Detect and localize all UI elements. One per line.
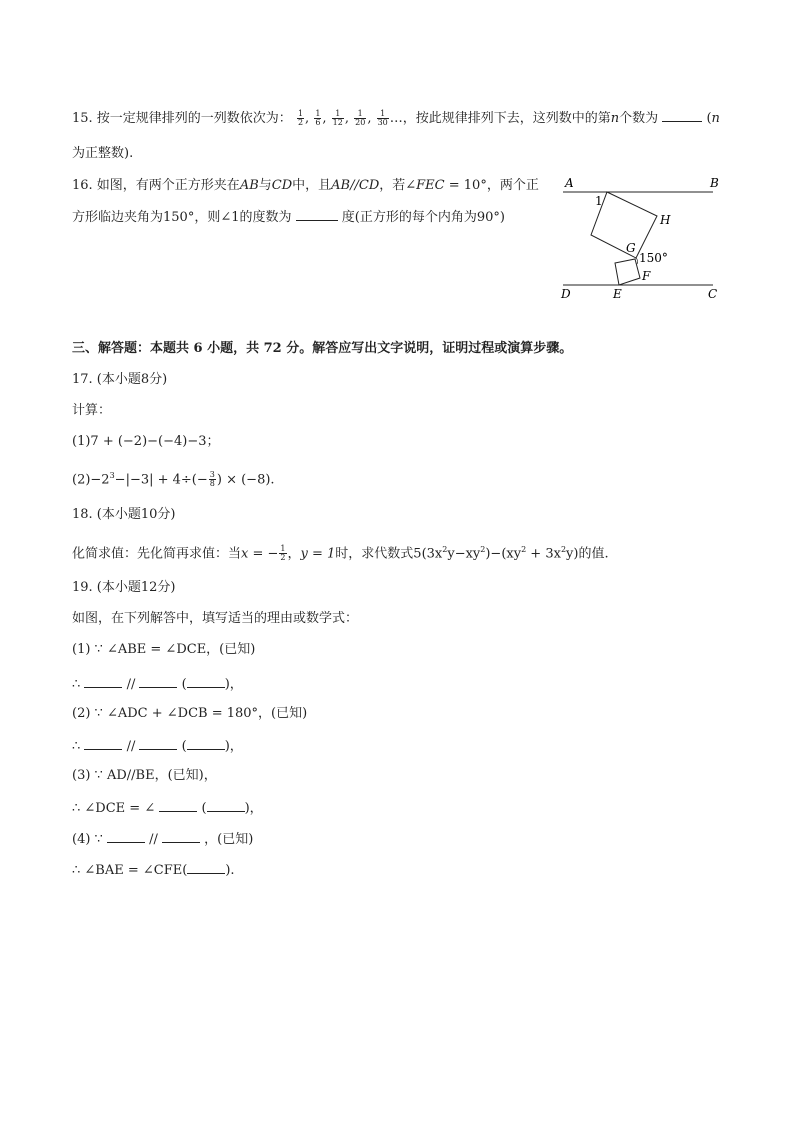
parallel-lines-squares-figure: [555, 174, 735, 304]
q19-line6-text: ∴ ∠DCE = ∠: [72, 801, 156, 816]
q19-line4: ∴ // ( )，: [72, 735, 243, 757]
label-c: C: [708, 287, 718, 301]
parallel-symbol: //: [126, 739, 136, 754]
small-square: [615, 259, 640, 285]
q17-title: [72, 370, 167, 390]
q17-intro-text: 计算：: [72, 403, 112, 418]
q19-line7: [72, 828, 253, 850]
frac-num: 1: [315, 109, 321, 118]
fraction: [314, 110, 321, 127]
frac-num: 1: [332, 110, 344, 119]
answer-blank[interactable]: [187, 673, 225, 688]
answer-blank[interactable]: [162, 828, 200, 843]
fraction: [279, 545, 286, 562]
frac-num: 1: [354, 110, 366, 119]
q16-text-c: 中，且: [292, 178, 332, 193]
q18-body: [72, 540, 609, 564]
label-h: H: [660, 213, 671, 227]
q19-line7-text: (4) ∵: [72, 832, 103, 847]
fraction: [297, 110, 304, 127]
frac-den: 12: [332, 118, 343, 127]
q19-line1-text: (1) ∵ ∠ABE = ∠DCE，(已知): [72, 642, 256, 657]
therefore-symbol: ∴: [72, 677, 81, 692]
q19-line5: [72, 766, 217, 786]
q16-text-line2a: 方形临边夹角为150°，则∠1的度数为: [72, 210, 292, 225]
q16-line1: [72, 176, 539, 196]
exponent: 2: [442, 545, 448, 554]
frac-num: 1: [280, 544, 286, 554]
q19-line8-text: ∴ ∠BAE = ∠CFE(: [72, 863, 188, 878]
label-g: G: [626, 241, 636, 255]
fraction: [354, 110, 366, 127]
q15-text-line2: 为正整数).: [72, 146, 134, 161]
label-e: E: [613, 287, 622, 301]
q18-title: [72, 505, 176, 525]
fraction: [209, 471, 216, 488]
q16-text-line2b: 度(正方形的每个内角为90°): [341, 210, 505, 225]
exponent: 2: [480, 545, 486, 554]
frac-num: 3: [209, 470, 215, 480]
q19-line1: [72, 640, 255, 660]
answer-blank[interactable]: [139, 673, 177, 688]
q19-line8: [72, 859, 235, 881]
q15-text-middle: …，按此规律排列下去，这列数中的第: [389, 111, 611, 126]
q18-text-e: )−(xy: [485, 546, 522, 562]
answer-blank[interactable]: [84, 735, 122, 750]
q18-x-eq: x = −: [241, 546, 279, 562]
answer-blank[interactable]: [662, 107, 702, 122]
q16-text-b: 与: [258, 178, 272, 193]
label-150: 150°: [639, 251, 668, 265]
frac-den: 20: [355, 118, 366, 127]
frac-den: 2: [297, 118, 304, 127]
q15-text-suffix: 个数为: [619, 111, 659, 126]
frac-num: 1: [377, 110, 389, 119]
q18-text-d: y−xy: [447, 546, 481, 562]
q17-intro: [72, 401, 111, 421]
fraction: [332, 110, 344, 127]
q16-text-d: ，若∠: [379, 178, 417, 193]
frac-den: 6: [315, 118, 321, 127]
exponent: 3: [109, 471, 115, 480]
answer-blank[interactable]: [187, 859, 225, 874]
answer-blank[interactable]: [139, 735, 177, 750]
label-f: F: [642, 269, 651, 283]
therefore-symbol: ∴: [72, 739, 81, 754]
frac-den: 8: [209, 479, 215, 489]
q15-line1: 15. 按一定规律排列的一列数依次为： $\frac{1}{2}$ , $\frac{1}{6}$ , $\frac{1}{12}$ , $\frac{1}{20}$ , $\frac{1}{30}$ …，按此规律排列下去，这列数中的第n个数为 (n: [72, 109, 720, 127]
q19-line2: ∴ // ( )，: [72, 673, 243, 695]
q17-part2-a: (2)−2: [72, 472, 110, 488]
q19-line3-text: (2) ∵ ∠ADC + ∠DCB = 180°，(已知): [72, 706, 308, 721]
section3-heading: [72, 339, 572, 359]
q19-intro: [72, 609, 358, 629]
q18-text-b: ，: [287, 546, 301, 562]
q15-paren-var: n: [711, 111, 720, 126]
frac-den: 30: [377, 118, 388, 127]
label-b: B: [710, 176, 719, 190]
label-a: A: [565, 176, 574, 190]
answer-blank[interactable]: [159, 797, 197, 812]
q17-part2: [72, 466, 275, 490]
parallel-symbol: //: [126, 677, 136, 692]
q17-part2-b: −|−3| + 4÷(−: [114, 472, 208, 488]
q19-line8-suffix: ).: [225, 863, 235, 878]
q19-line5-text: (3) ∵ AD//BE，(已知)，: [72, 768, 217, 783]
q17-title-text: 17. (本小题8分): [72, 372, 168, 387]
q19-line3: [72, 704, 307, 724]
q16-fec: FEC: [416, 178, 445, 193]
q16-line2: [72, 206, 505, 228]
section3-heading-text: 三、解答题：本题共 6 小题，共 72 分。解答应写出文字说明，证明过程或演算步骤。: [72, 341, 573, 356]
q18-text-a: 化简求值：先化简再求值：当: [72, 546, 242, 562]
answer-blank[interactable]: [296, 206, 338, 221]
answer-blank[interactable]: [84, 673, 122, 688]
q18-y-eq: y = 1: [300, 546, 336, 562]
q15-paren: (: [706, 111, 712, 126]
q15-text-prefix: 15. 按一定规律排列的一列数依次为：: [72, 111, 292, 126]
label-one: 1: [595, 194, 603, 208]
fraction: [377, 110, 389, 127]
exponent: 2: [560, 545, 567, 554]
q16-text-e: = 10°，两个正: [444, 178, 539, 193]
q17-part1-text: (1)7 + (−2)−(−4)−3；: [72, 434, 220, 449]
q15-line2: [72, 144, 133, 164]
q19-intro-text: 如图，在下列解答中，填写适当的理由或数学式：: [72, 611, 359, 626]
q19-line6: ∴ ∠DCE = ∠ ( )，: [72, 797, 263, 819]
frac-den: 2: [280, 553, 286, 563]
q19-line7-suffix: ，(已知): [204, 832, 254, 847]
q18-title-text: 18. (本小题10分): [72, 507, 176, 522]
q19-title: [72, 578, 176, 598]
q17-part2-c: ) × (−8).: [216, 472, 275, 488]
frac-num: 1: [297, 109, 304, 118]
answer-blank[interactable]: [187, 735, 225, 750]
q18-text-c: 时，求代数式5(3x: [335, 546, 443, 562]
q16-parallel: AB//CD: [331, 178, 380, 193]
answer-blank[interactable]: [207, 797, 245, 812]
q17-part1: [72, 432, 220, 452]
q16-text-a: 16. 如图，有两个正方形夹在: [72, 178, 240, 193]
q15-var-n: n: [610, 111, 620, 126]
parallel-symbol: //: [149, 832, 158, 847]
q18-text-f: + 3x: [526, 546, 561, 562]
q19-title-text: 19. (本小题12分): [72, 580, 176, 595]
exponent: 2: [521, 545, 527, 554]
answer-blank[interactable]: [107, 828, 145, 843]
label-d: D: [561, 287, 571, 301]
q18-text-g: y)的值.: [566, 546, 609, 562]
q16-cd: CD: [271, 178, 293, 193]
q16-ab: AB: [239, 178, 259, 193]
